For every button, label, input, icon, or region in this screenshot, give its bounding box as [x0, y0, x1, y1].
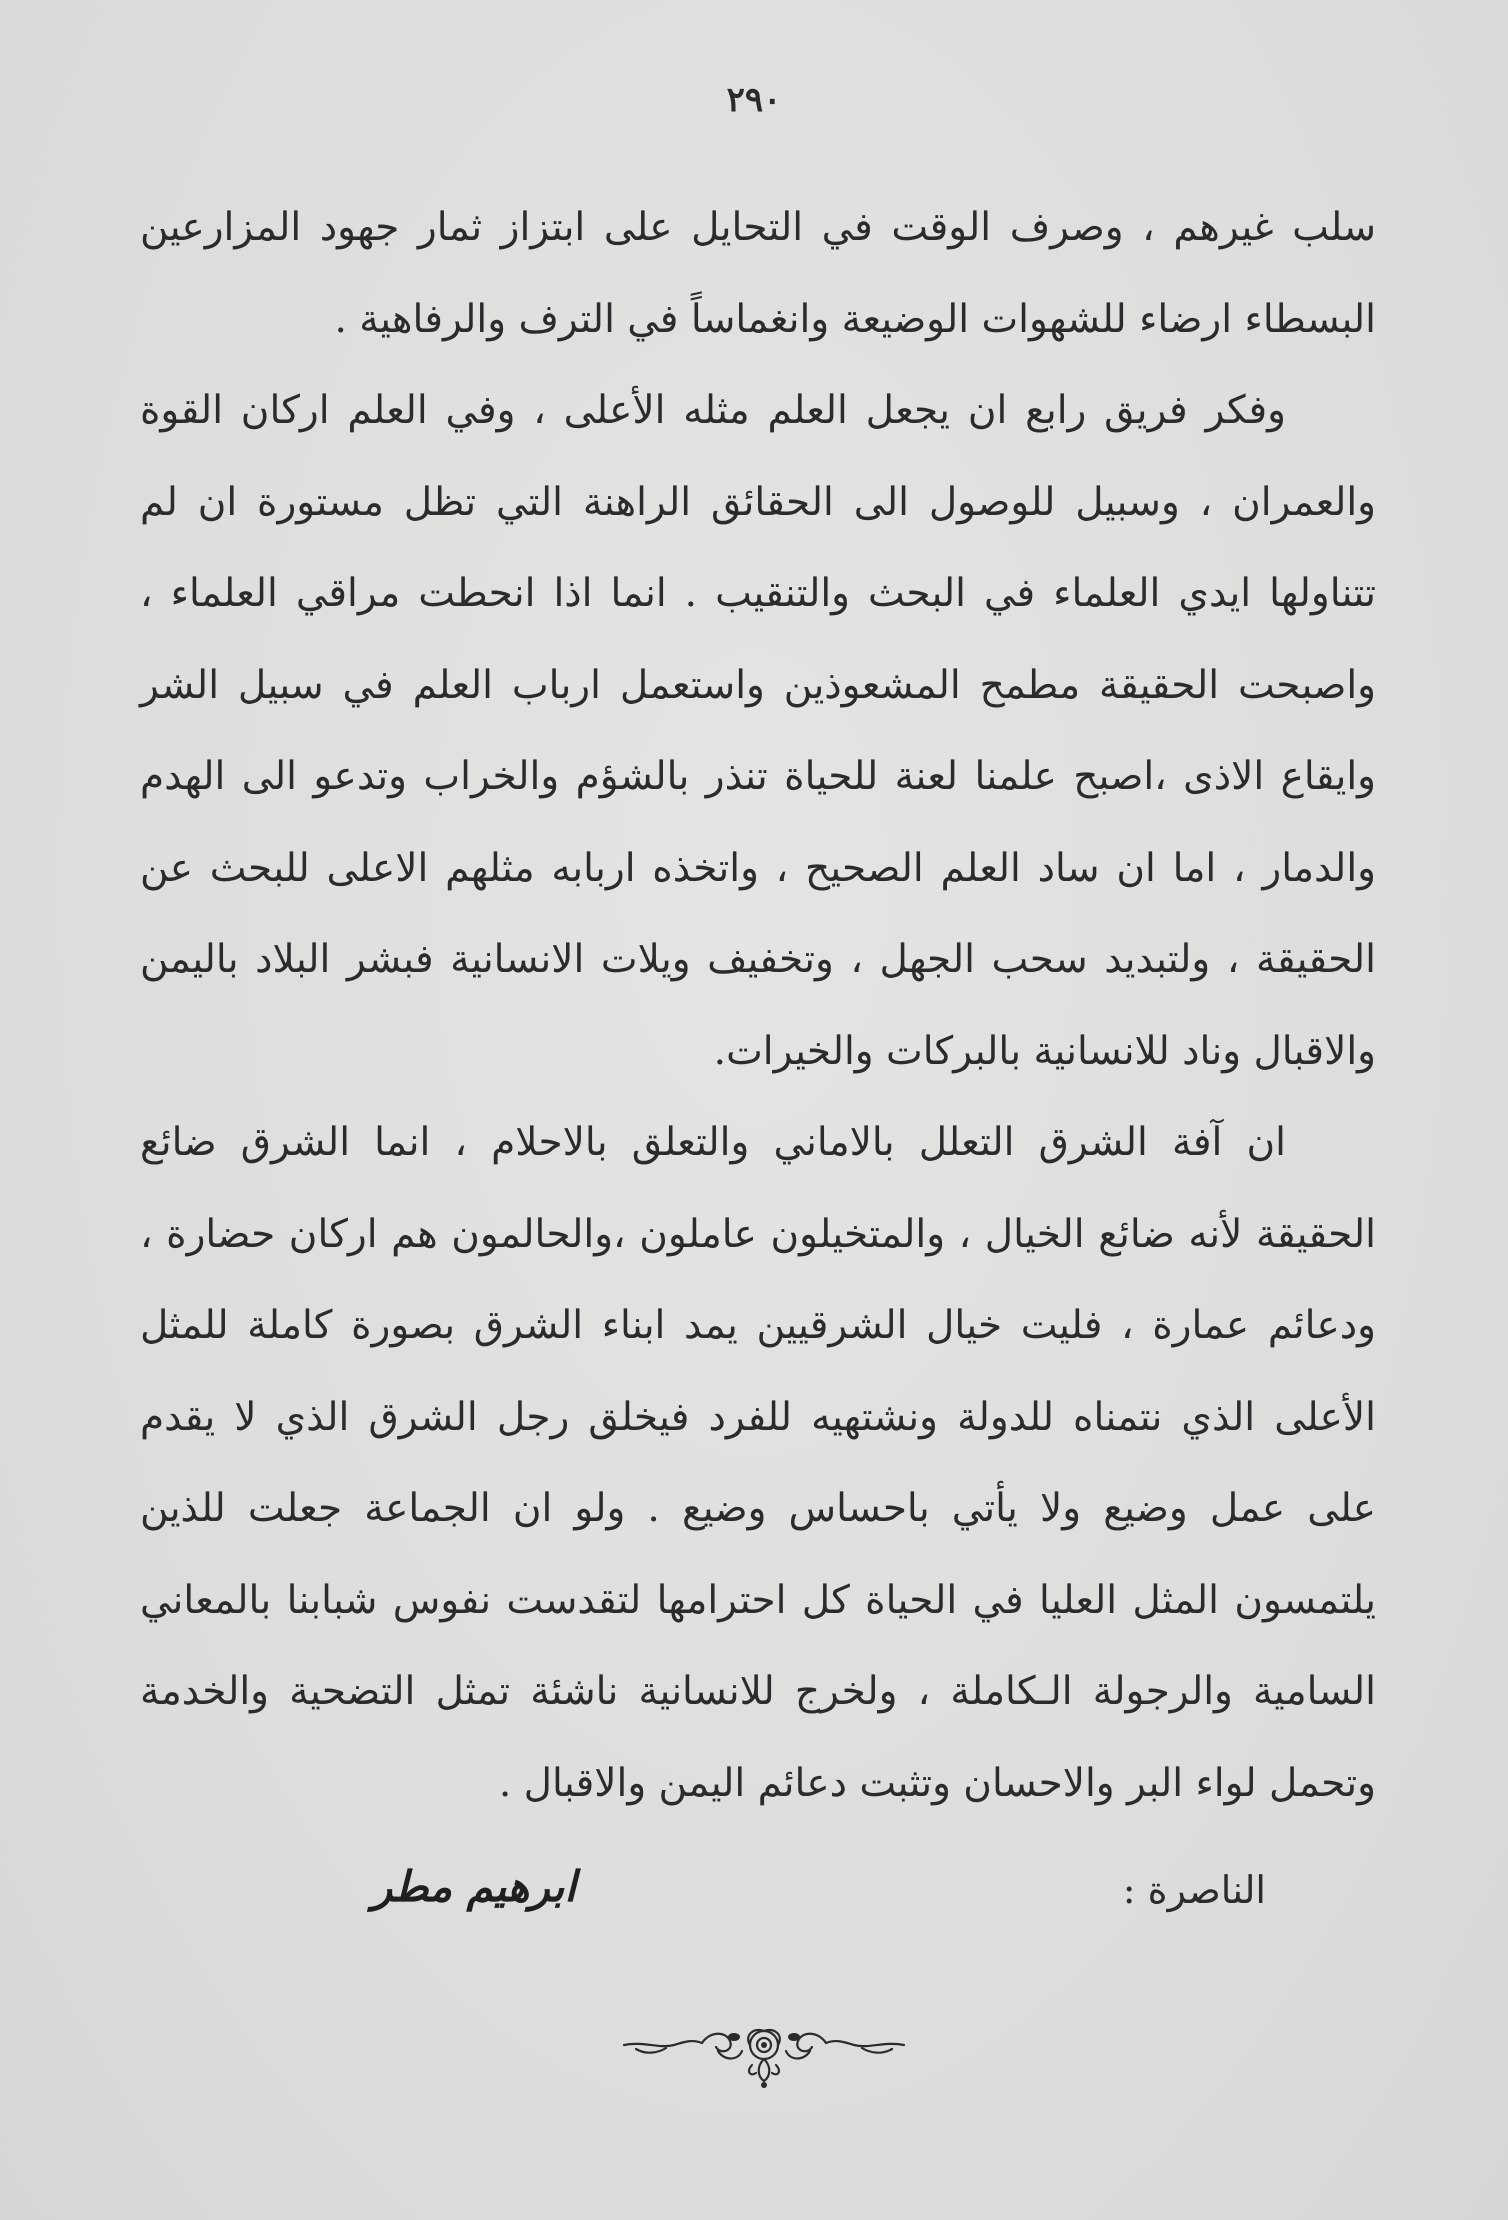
paragraph-3: ان آفة الشرق التعلل بالاماني والتعلق بالاحلام ، انما الشرق ضائع الحقيقة لأنه ضائع الخيال ، والمتخيلون عاملون ،والحالمون هم اركان حضارة ، ودعائم عمارة ، فليت خيال الشرقيين يمد ابناء الشرق بصورة كاملة للمثل الأعلى الذي نتمناه للدولة ونشتهيه للفرد فيخلق رجل الشرق الذي لا يقدم على عمل وضيع ولا يأتي باحساس وضيع . ولو ان الجماعة جعلت للذين يلتمسون المثل العليا في الحياة كل احترامها لتقدست نفوس شبابنا بالمعاني السامية والرجولة الـكاملة ، ولخرج للانسانية ناشئة تمثل التضحية والخدمة وتحمل لواء البر والاحسان وتثبت دعائم اليمن والاقبال .	[140, 1120, 1376, 1806]
place-label: الناصرة :	[1122, 1868, 1266, 1912]
signature-row	[140, 1862, 1376, 1952]
page-number: ٢٩٠	[726, 80, 782, 120]
paragraph-1: سلب غيرهم ، وصرف الوقت في التحايل على ابتزاز ثمار جهود المزارعين البسطاء ارضاء للشهوات الوضيعة وانغماساً في الترف والرفاهية .	[140, 205, 1376, 342]
author-signature: ابرهيم مطر	[371, 1862, 576, 1911]
floral-ornament-icon	[614, 2015, 914, 2095]
article-body	[140, 182, 1376, 1829]
paragraph-2: وفكر فريق رابع ان يجعل العلم مثله الأعلى ، وفي العلم اركان القوة والعمران ، وسبيل للوصول الى الحقائق الراهنة التي تظل مستورة ان لم تتناولها ايدي العلماء في البحث والتنقيب . انما اذا انحطت مراقي العلماء ، واصبحت الحقيقة مطمح المشعوذين واستعمل ارباب العلم في سبيل الشر وايقاع الاذى ،اصبح علمنا لعنة للحياة تنذر بالشؤم والخراب وتدعو الى الهدم والدمار ، اما ان ساد العلم الصحيح ، واتخذه اربابه مثلهم الاعلى للبحث عن الحقيقة ، ولتبديد سحب الجهل ، وتخفيف ويلات الانسانية فبشر البلاد باليمن والاقبال وناد للانسانية بالبركات والخيرات.	[140, 388, 1376, 1074]
